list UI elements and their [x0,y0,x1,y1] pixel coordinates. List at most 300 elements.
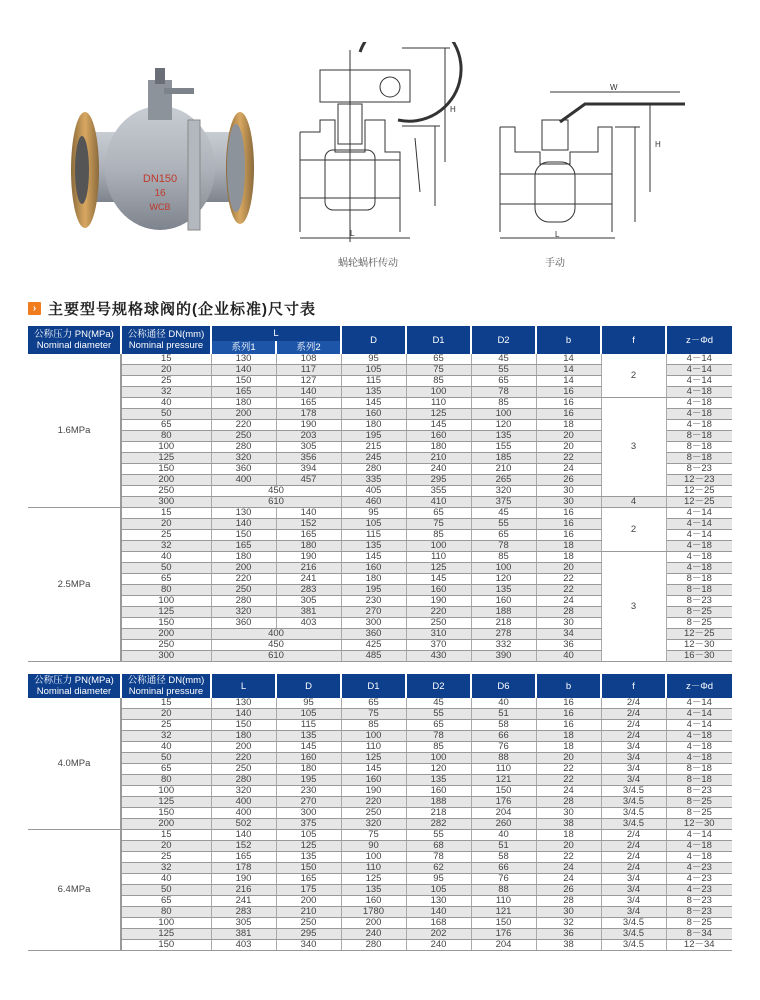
cell-d2: 45 [471,354,536,365]
cell-l-series1: 180 [211,552,276,563]
cell-b: 36 [536,640,601,651]
cell-dn: 40 [121,874,211,885]
cell-d: 425 [341,640,406,651]
header-f: f [601,674,666,698]
cell-l: 220 [211,753,276,764]
cell-d2: 185 [471,453,536,464]
cell-b: 36 [536,929,601,940]
cell-d1: 85 [406,530,471,541]
cell-d1: 430 [406,651,471,662]
cell-d2: 188 [406,797,471,808]
cell-b: 24 [536,874,601,885]
cell-dn: 100 [121,442,211,453]
cell-d2: 85 [406,742,471,753]
header-l-series2: 系列2 [276,341,341,354]
cell-d6: 150 [471,918,536,929]
cell-d: 135 [276,852,341,863]
cell-z-phi-d: 4－14 [666,530,732,541]
cell-b: 22 [536,574,601,585]
cell-l-series1: 130 [211,508,276,519]
cell-dn: 150 [121,618,211,629]
cell-f: 3/4.5 [601,786,666,797]
cell-d6: 51 [471,709,536,720]
cell-l-series2: 165 [276,530,341,541]
manual-handle-drawing [490,82,705,252]
cell-dn: 20 [121,365,211,376]
photo-label-dn: DN150 [142,173,178,185]
cell-dn: 125 [121,929,211,940]
cell-b: 16 [536,398,601,409]
cell-l: 140 [211,830,276,841]
cell-b: 30 [536,618,601,629]
cell-l: 152 [211,841,276,852]
cell-d1: 310 [406,629,471,640]
cell-d: 175 [276,885,341,896]
header-d: D [276,674,341,698]
table-row [28,929,732,940]
cell-d2: 65 [471,376,536,387]
cell-d: 180 [341,574,406,585]
cell-d1: 190 [406,596,471,607]
cell-l: 150 [211,720,276,731]
cell-f: 3/4.5 [601,819,666,830]
cell-d2: 85 [471,552,536,563]
cell-z-phi-d: 8－34 [666,929,732,940]
cell-z-phi-d: 12－25 [666,497,732,508]
cell-z-phi-d: 4－18 [666,742,732,753]
cell-d1: 110 [341,863,406,874]
cell-d: 105 [276,709,341,720]
cell-dn: 300 [121,497,211,508]
cell-d2: 105 [406,885,471,896]
cell-b: 18 [536,742,601,753]
cell-d: 160 [341,563,406,574]
section-title [28,298,316,319]
cell-l-series2: 127 [276,376,341,387]
cell-l-merged: 610 [211,651,341,662]
header-z: z－Φd [666,326,732,354]
cell-dn: 250 [121,640,211,651]
cell-b: 24 [536,596,601,607]
table-row [28,797,732,808]
cell-d6: 88 [471,753,536,764]
cell-d2: 78 [406,731,471,742]
cell-d1: 240 [406,464,471,475]
cell-l-series1: 130 [211,354,276,365]
cell-d: 230 [341,596,406,607]
header-l: L [211,326,341,341]
cell-z-phi-d: 4－23 [666,863,732,874]
cell-d6: 51 [471,841,536,852]
cell-l: 305 [211,918,276,929]
cell-b: 30 [536,907,601,918]
cell-dn: 50 [121,885,211,896]
cell-z-phi-d: 4－18 [666,409,732,420]
cell-d: 180 [341,420,406,431]
cell-d: 115 [276,720,341,731]
cell-d: 195 [341,431,406,442]
cell-b: 22 [536,852,601,863]
cell-d1: 370 [406,640,471,651]
cell-d2: 100 [471,563,536,574]
header-d2: D2 [471,326,536,354]
cell-dn: 80 [121,431,211,442]
table-row [28,698,732,709]
cell-z-phi-d: 4－14 [666,720,732,731]
cell-d2: 375 [471,497,536,508]
table-row [28,742,732,753]
cell-l-series2: 203 [276,431,341,442]
cell-l: 400 [211,808,276,819]
cell-d1: 145 [341,764,406,775]
table-row [28,753,732,764]
cell-f: 2/4 [601,863,666,874]
cell-d: 145 [341,398,406,409]
cell-f: 2/4 [601,731,666,742]
pressure-group-label: 4.0MPa [28,698,121,830]
cell-d2: 160 [406,786,471,797]
cell-d2: 265 [471,475,536,486]
cell-dn: 50 [121,563,211,574]
cell-d: 105 [341,519,406,530]
table-row [28,354,732,365]
cell-d: 135 [341,541,406,552]
cell-l-series1: 180 [211,398,276,409]
caption-manual: 手动 [545,258,565,269]
cell-d: 460 [341,497,406,508]
cell-z-phi-d: 4－18 [666,552,732,563]
cell-d2: 65 [406,720,471,731]
cell-d1: 145 [406,420,471,431]
cell-dn: 25 [121,720,211,731]
cell-b: 22 [536,453,601,464]
cell-f: 3/4 [601,885,666,896]
cell-d1: 135 [341,885,406,896]
cell-d2: 130 [406,896,471,907]
cell-l-merged: 450 [211,486,341,497]
cell-f: 3/4.5 [601,808,666,819]
table-row [28,775,732,786]
table-row [28,830,732,841]
svg-text:L: L [350,229,355,238]
cell-dn: 20 [121,519,211,530]
cell-b: 22 [536,764,601,775]
cell-d1: 65 [406,508,471,519]
cell-dn: 100 [121,918,211,929]
header-pn: 公称压力 PN(MPa) Nominal diameter [28,326,121,354]
cell-d1: 100 [341,852,406,863]
cell-d6: 204 [471,808,536,819]
table-row [28,841,732,852]
cell-z-phi-d: 8－18 [666,431,732,442]
cell-f: 3/4.5 [601,797,666,808]
cell-dn: 32 [121,541,211,552]
cell-d: 250 [276,918,341,929]
cell-l: 216 [211,885,276,896]
cell-l-series2: 305 [276,442,341,453]
cell-d6: 121 [471,907,536,918]
cell-b: 24 [536,863,601,874]
cell-l: 502 [211,819,276,830]
cell-dn: 65 [121,420,211,431]
cell-d: 115 [341,530,406,541]
cell-d6: 66 [471,863,536,874]
cell-l-series1: 320 [211,607,276,618]
cell-z-phi-d: 8－25 [666,808,732,819]
header-pn: 公称压力 PN(MPa) Nominal diameter [28,674,121,698]
cell-l-series2: 356 [276,453,341,464]
cell-b: 18 [536,731,601,742]
cell-dn: 250 [121,486,211,497]
cell-z-phi-d: 4－14 [666,508,732,519]
cell-dn: 80 [121,775,211,786]
cell-z-phi-d: 4－14 [666,709,732,720]
cell-l-series2: 117 [276,365,341,376]
cell-dn: 100 [121,596,211,607]
cell-d2: 55 [471,519,536,530]
cell-z-phi-d: 16－30 [666,651,732,662]
cell-b: 22 [536,775,601,786]
cell-b: 22 [536,585,601,596]
cell-l-series2: 190 [276,552,341,563]
cell-dn: 25 [121,852,211,863]
header-l-series1: 系列1 [211,341,276,354]
cell-d2: 140 [406,907,471,918]
cell-z-phi-d: 8－18 [666,585,732,596]
cell-d1: 125 [341,874,406,885]
cell-l-series1: 360 [211,618,276,629]
cell-l: 403 [211,940,276,951]
header-dn: 公称通径 DN(mm) Nominal pressure [121,674,211,698]
cell-d1: 65 [406,354,471,365]
cell-d2: 240 [406,940,471,951]
cell-l-series1: 200 [211,409,276,420]
cell-l-series2: 394 [276,464,341,475]
cell-dn: 40 [121,552,211,563]
cell-l-series2: 283 [276,585,341,596]
pressure-group-label: 1.6MPa [28,354,121,508]
cell-z-phi-d: 4－18 [666,841,732,852]
cell-d1: 250 [406,618,471,629]
cell-d1: 320 [341,819,406,830]
cell-z-phi-d: 4－18 [666,563,732,574]
cell-d: 135 [276,731,341,742]
cell-d6: 58 [471,852,536,863]
cell-d: 95 [276,698,341,709]
cell-z-phi-d: 8－23 [666,907,732,918]
cell-d1: 75 [406,519,471,530]
cell-l-series1: 250 [211,431,276,442]
cell-b: 28 [536,607,601,618]
cell-l-merged: 610 [211,497,341,508]
cell-d: 125 [276,841,341,852]
svg-text:W: W [610,83,618,92]
cell-z-phi-d: 4－14 [666,365,732,376]
photo-label-mat: WCB [149,202,171,212]
cell-l-series1: 280 [211,442,276,453]
cell-l-series1: 200 [211,563,276,574]
svg-text:L: L [555,230,560,239]
cell-d1: 410 [406,497,471,508]
cell-l-series2: 190 [276,420,341,431]
cell-dn: 50 [121,753,211,764]
pressure-group-label: 2.5MPa [28,508,121,662]
cell-d: 160 [341,409,406,420]
cell-d1: 1780 [341,907,406,918]
cell-d6: 110 [471,896,536,907]
cell-d1: 210 [406,453,471,464]
cell-d: 145 [341,552,406,563]
cell-f: 3/4.5 [601,940,666,951]
table-row [28,885,732,896]
cell-d2: 210 [471,464,536,475]
cell-d1: 355 [406,486,471,497]
cell-z-phi-d: 8－25 [666,607,732,618]
table-row [28,398,732,409]
header-d: D [341,326,406,354]
cell-b: 30 [536,497,601,508]
cell-d1: 110 [406,552,471,563]
cell-d1: 200 [341,918,406,929]
cell-d2: 120 [471,420,536,431]
cell-z-phi-d: 4－18 [666,852,732,863]
cell-d: 95 [341,508,406,519]
cell-dn: 15 [121,508,211,519]
cell-l-series1: 280 [211,596,276,607]
cell-l: 190 [211,874,276,885]
cell-dn: 32 [121,387,211,398]
cell-b: 16 [536,508,601,519]
header-b: b [536,674,601,698]
table-row [28,819,732,830]
header-dn: 公称通径 DN(mm) Nominal pressure [121,326,211,354]
cell-l-series1: 220 [211,420,276,431]
cell-b: 18 [536,830,601,841]
cell-d: 105 [341,365,406,376]
cell-b: 20 [536,563,601,574]
cell-l: 140 [211,709,276,720]
cell-d6: 76 [471,874,536,885]
ball-valve-photo [60,60,260,250]
cell-dn: 32 [121,863,211,874]
header-d1: D1 [406,326,471,354]
cell-d1: 280 [341,940,406,951]
cell-dn: 25 [121,530,211,541]
cell-z-phi-d: 4－23 [666,874,732,885]
cell-l-series2: 108 [276,354,341,365]
cell-d2: 218 [406,808,471,819]
cell-z-phi-d: 4－18 [666,753,732,764]
cell-l-series2: 457 [276,475,341,486]
cell-b: 30 [536,808,601,819]
cell-d1: 180 [406,442,471,453]
table-row [28,497,732,508]
cell-dn: 200 [121,475,211,486]
cell-d: 300 [276,808,341,819]
cell-l: 180 [211,731,276,742]
cell-d2: 390 [471,651,536,662]
cell-d6: 204 [471,940,536,951]
cell-l: 280 [211,775,276,786]
cell-d: 195 [341,585,406,596]
cell-dn: 80 [121,907,211,918]
cell-d: 215 [341,442,406,453]
cell-d2: 135 [471,431,536,442]
cell-d2: 135 [406,775,471,786]
cell-d: 335 [341,475,406,486]
cell-d: 180 [276,764,341,775]
cell-d1: 190 [341,786,406,797]
cell-d2: 62 [406,863,471,874]
table-row [28,852,732,863]
cell-d1: 220 [341,797,406,808]
cell-b: 16 [536,409,601,420]
cell-d6: 110 [471,764,536,775]
cell-d: 405 [341,486,406,497]
cell-d: 295 [276,929,341,940]
cell-d6: 76 [471,742,536,753]
worm-gear-drawing [290,42,465,247]
cell-d1: 100 [341,731,406,742]
cell-d2: 282 [406,819,471,830]
cell-d2: 120 [471,574,536,585]
cell-z-phi-d: 4－18 [666,387,732,398]
cell-f: 3/4 [601,896,666,907]
cell-z-phi-d: 8－23 [666,896,732,907]
cell-z-phi-d: 4－18 [666,731,732,742]
cell-b: 16 [536,387,601,398]
cell-d1: 100 [406,387,471,398]
cell-d6: 176 [471,929,536,940]
cell-d2: 332 [471,640,536,651]
spec-table-2 [28,674,732,951]
cell-f: 2/4 [601,720,666,731]
cell-d: 230 [276,786,341,797]
cell-dn: 15 [121,830,211,841]
table-row [28,786,732,797]
cell-d1: 250 [341,808,406,819]
cell-d: 340 [276,940,341,951]
cell-l: 320 [211,786,276,797]
cell-d: 210 [276,907,341,918]
cell-dn: 150 [121,940,211,951]
cell-d2: 85 [471,398,536,409]
cell-d2: 202 [406,929,471,940]
header-b: b [536,326,601,354]
cell-d6: 176 [471,797,536,808]
cell-b: 38 [536,940,601,951]
cell-d2: 218 [471,618,536,629]
cell-f: 3/4 [601,753,666,764]
cell-d1: 220 [406,607,471,618]
cell-d: 300 [341,618,406,629]
cell-dn: 15 [121,698,211,709]
cell-l-merged: 450 [211,640,341,651]
cell-dn: 80 [121,585,211,596]
cell-l: 250 [211,764,276,775]
cell-f: 3/4.5 [601,929,666,940]
cell-z-phi-d: 8－25 [666,797,732,808]
cell-d2: 120 [406,764,471,775]
cell-dn: 125 [121,453,211,464]
cell-d2: 55 [406,830,471,841]
cell-z-phi-d: 8－25 [666,618,732,629]
cell-l: 400 [211,797,276,808]
cell-z-phi-d: 8－18 [666,442,732,453]
cell-l: 200 [211,742,276,753]
cell-z-phi-d: 8－23 [666,596,732,607]
cell-d2: 55 [471,365,536,376]
